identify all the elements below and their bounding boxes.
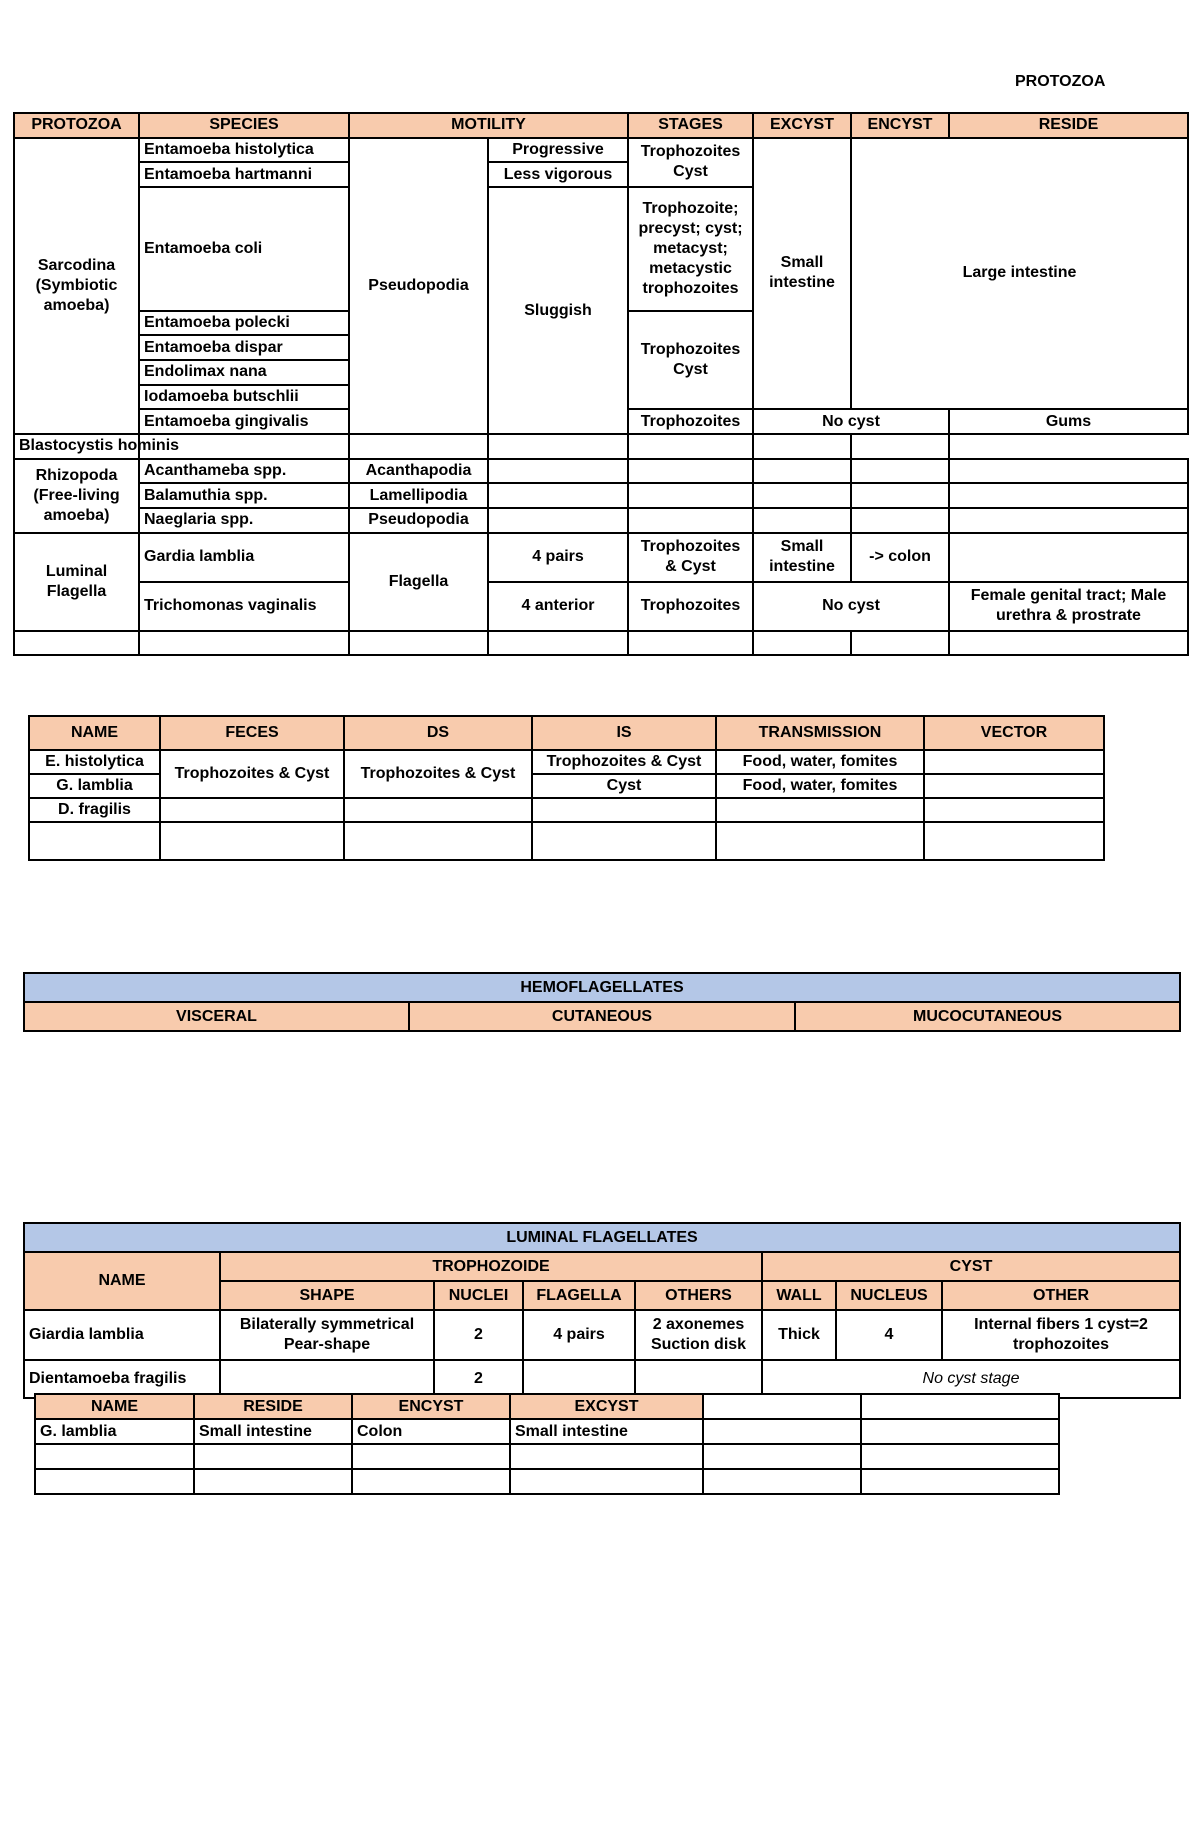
col-header-nucleus: NUCLEUS xyxy=(836,1281,942,1310)
col-header-is: IS xyxy=(532,716,716,750)
species-cell: Entamoeba gingivalis xyxy=(139,409,349,434)
name-cell: Giardia lamblia xyxy=(24,1310,220,1360)
no-cyst-stage-cell: No cyst stage xyxy=(762,1360,1180,1398)
empty-cell xyxy=(352,1444,510,1469)
vector-cell xyxy=(924,774,1104,798)
table-row xyxy=(35,1444,1059,1469)
species-cell: Entamoeba histolytica xyxy=(139,138,349,163)
nuclei-cell: 2 xyxy=(434,1360,523,1398)
empty-cell xyxy=(861,1469,1059,1494)
empty-cell xyxy=(510,1469,703,1494)
table-row xyxy=(14,582,1188,631)
table-title-row xyxy=(24,973,1180,1002)
empty-cell xyxy=(488,508,628,533)
is-cell: Cyst xyxy=(532,774,716,798)
col-header-species: SPECIES xyxy=(139,113,349,138)
col-header-blank xyxy=(703,1394,861,1419)
name-cell: E. histolytica xyxy=(29,750,160,774)
table-header-row xyxy=(29,716,1104,750)
species-cell: Entamoeba hartmanni xyxy=(139,162,349,187)
species-cell: Acanthameba spp. xyxy=(139,459,349,484)
table-row xyxy=(14,434,1188,459)
table-row xyxy=(35,1469,1059,1494)
table-title-row xyxy=(24,1223,1180,1252)
luminal-flagellates-title: LUMINAL FLAGELLATES xyxy=(24,1223,1180,1252)
flagella-cell: 4 pairs xyxy=(523,1310,635,1360)
col-header-motility: MOTILITY xyxy=(349,113,628,138)
empty-cell xyxy=(349,434,488,459)
excyst-cell: Small intestine xyxy=(510,1419,703,1444)
species-cell: Endolimax nana xyxy=(139,360,349,385)
table-row xyxy=(29,750,1104,774)
col-header-wall: WALL xyxy=(762,1281,836,1310)
cyst-cell: No cyst xyxy=(753,409,949,434)
stages-cell: Trophozoites Cyst xyxy=(628,311,753,410)
name-cell: D. fragilis xyxy=(29,798,160,822)
hemoflagellates-title: HEMOFLAGELLATES xyxy=(24,973,1180,1002)
is-cell: Trophozoites & Cyst xyxy=(532,750,716,774)
empty-cell xyxy=(139,631,349,656)
species-cell: Entamoeba dispar xyxy=(139,335,349,360)
other-cell: Internal fibers 1 cyst=2 trophozoites xyxy=(942,1310,1180,1360)
excyst-cell: Small intestine xyxy=(753,533,851,582)
col-header-flagella: FLAGELLA xyxy=(523,1281,635,1310)
empty-cell xyxy=(628,434,753,459)
others-cell: 2 axonemes Suction disk xyxy=(635,1310,762,1360)
empty-cell xyxy=(753,508,851,533)
empty-cell xyxy=(949,533,1188,582)
empty-cell xyxy=(703,1469,861,1494)
empty-cell xyxy=(753,434,851,459)
species-cell: Entamoeba coli xyxy=(139,187,349,310)
col-header-mucocutaneous: MUCOCUTANEOUS xyxy=(795,1002,1180,1031)
table-row xyxy=(35,1419,1059,1444)
empty-cell xyxy=(628,631,753,656)
empty-cell xyxy=(851,483,949,508)
page-title: PROTOZOA xyxy=(1015,73,1106,90)
col-header-feces: FECES xyxy=(160,716,344,750)
protozoa-table xyxy=(13,112,1189,656)
table-row xyxy=(14,533,1188,582)
encyst-cell: Colon xyxy=(352,1419,510,1444)
empty-cell xyxy=(716,798,924,822)
col-header-excyst: EXCYST xyxy=(510,1394,703,1419)
empty-cell xyxy=(861,1419,1059,1444)
col-header-stages: STAGES xyxy=(628,113,753,138)
group-sarcodina: Sarcodina (Symbiotic amoeba) xyxy=(14,138,139,434)
luminal-flagellates-table xyxy=(23,1222,1181,1399)
empty-cell xyxy=(35,1469,194,1494)
col-header-name: NAME xyxy=(24,1252,220,1310)
table-row xyxy=(14,508,1188,533)
table-row xyxy=(29,822,1104,860)
motility-detail-cell: 4 pairs xyxy=(488,533,628,582)
stages-cell: Trophozoites Cyst xyxy=(628,138,753,187)
transmission-cell: Food, water, fomites xyxy=(716,774,924,798)
species-cell: Iodamoeba butschlii xyxy=(139,385,349,410)
empty-cell xyxy=(194,1469,352,1494)
ds-cell: Trophozoites & Cyst xyxy=(344,750,532,798)
shape-cell: Bilaterally symmetrical Pear-shape xyxy=(220,1310,434,1360)
species-cell: Balamuthia spp. xyxy=(139,483,349,508)
empty-cell xyxy=(628,483,753,508)
empty-cell xyxy=(488,459,628,484)
name-cell: G. lamblia xyxy=(35,1419,194,1444)
species-cell: Blastocystis hominis xyxy=(14,434,139,459)
empty-cell xyxy=(628,508,753,533)
stages-cell: Trophozoites xyxy=(628,582,753,631)
motility-cell: Acanthapodia xyxy=(349,459,488,484)
table-row xyxy=(14,459,1188,484)
motility-detail-cell: Less vigorous xyxy=(488,162,628,187)
motility-cell: Lamellipodia xyxy=(349,483,488,508)
motility-cell: Flagella xyxy=(349,533,488,631)
col-header-transmission: TRANSMISSION xyxy=(716,716,924,750)
species-cell: Naeglaria spp. xyxy=(139,508,349,533)
table-row xyxy=(14,138,1188,163)
col-header-protozoa: PROTOZOA xyxy=(14,113,139,138)
empty-cell xyxy=(949,483,1188,508)
empty-cell xyxy=(160,822,344,860)
empty-cell xyxy=(861,1444,1059,1469)
reside-cell: Gums xyxy=(949,409,1188,434)
col-header-others: OTHERS xyxy=(635,1281,762,1310)
col-header-shape: SHAPE xyxy=(220,1281,434,1310)
empty-cell xyxy=(753,483,851,508)
col-header-nuclei: NUCLEI xyxy=(434,1281,523,1310)
col-header-cyst: CYST xyxy=(762,1252,1180,1281)
empty-cell xyxy=(716,822,924,860)
col-header-encyst: ENCYST xyxy=(851,113,949,138)
col-header-encyst: ENCYST xyxy=(352,1394,510,1419)
table-row xyxy=(14,631,1188,656)
col-header-vector: VECTOR xyxy=(924,716,1104,750)
motility-detail-cell: 4 anterior xyxy=(488,582,628,631)
empty-cell xyxy=(628,459,753,484)
empty-cell xyxy=(349,631,488,656)
reside-cell: Large intestine xyxy=(851,138,1188,410)
table-row xyxy=(24,1310,1180,1360)
empty-cell xyxy=(29,822,160,860)
col-header-reside: RESIDE xyxy=(949,113,1188,138)
table-header-row xyxy=(35,1394,1059,1419)
empty-cell xyxy=(851,631,949,656)
empty-cell xyxy=(851,459,949,484)
empty-cell xyxy=(949,631,1188,656)
nucleus-cell: 4 xyxy=(836,1310,942,1360)
motility-detail-cell: Sluggish xyxy=(488,187,628,434)
empty-cell xyxy=(532,822,716,860)
reside-cell: Small intestine xyxy=(194,1419,352,1444)
empty-cell xyxy=(851,508,949,533)
empty-cell xyxy=(14,631,139,656)
species-cell: Gardia lamblia xyxy=(139,533,349,582)
nuclei-cell: 2 xyxy=(434,1310,523,1360)
feces-cell: Trophozoites & Cyst xyxy=(160,750,344,798)
stages-cell: Trophozoite; precyst; cyst; metacyst; metacystic trophozoites xyxy=(628,187,753,310)
col-header-excyst: EXCYST xyxy=(753,113,851,138)
wall-cell: Thick xyxy=(762,1310,836,1360)
reside-table xyxy=(34,1393,1060,1495)
table-row xyxy=(14,483,1188,508)
vector-cell xyxy=(924,750,1104,774)
empty-cell xyxy=(488,631,628,656)
empty-cell xyxy=(949,459,1188,484)
motility-cell: Pseudopodia xyxy=(349,508,488,533)
empty-cell xyxy=(488,434,628,459)
stages-cell: Trophozoites & Cyst xyxy=(628,533,753,582)
empty-cell xyxy=(924,822,1104,860)
transmission-cell: Food, water, fomites xyxy=(716,750,924,774)
encyst-cell: -> colon xyxy=(851,533,949,582)
empty-cell xyxy=(532,798,716,822)
empty-cell xyxy=(753,459,851,484)
group-luminal: Luminal Flagella xyxy=(14,533,139,631)
empty-cell xyxy=(488,483,628,508)
empty-cell xyxy=(194,1444,352,1469)
table-header-row xyxy=(24,1002,1180,1031)
empty-cell xyxy=(352,1469,510,1494)
col-header-name: NAME xyxy=(35,1394,194,1419)
col-header-blank xyxy=(861,1394,1059,1419)
group-rhizopoda: Rhizopoda (Free-living amoeba) xyxy=(14,459,139,533)
species-cell: Trichomonas vaginalis xyxy=(139,582,349,631)
empty-cell xyxy=(344,798,532,822)
species-cell: Entamoeba polecki xyxy=(139,311,349,336)
empty-cell xyxy=(35,1444,194,1469)
empty-cell xyxy=(753,631,851,656)
table-header-row xyxy=(14,113,1188,138)
empty-cell xyxy=(851,434,949,459)
table-header-row xyxy=(24,1252,1180,1281)
col-header-trophozoide: TROPHOZOIDE xyxy=(220,1252,762,1281)
motility-cell: Pseudopodia xyxy=(349,138,488,434)
name-cell: Dientamoeba fragilis xyxy=(24,1360,220,1398)
table-row xyxy=(29,798,1104,822)
cyst-cell: No cyst xyxy=(753,582,949,631)
reside-cell: Female genital tract; Male urethra & prostrate xyxy=(949,582,1188,631)
col-header-visceral: VISCERAL xyxy=(24,1002,409,1031)
empty-cell xyxy=(344,822,532,860)
empty-cell xyxy=(703,1419,861,1444)
stages-cell: Trophozoites xyxy=(628,409,753,434)
empty-cell xyxy=(949,508,1188,533)
col-header-other: OTHER xyxy=(942,1281,1180,1310)
col-header-ds: DS xyxy=(344,716,532,750)
motility-detail-cell: Progressive xyxy=(488,138,628,163)
col-header-cutaneous: CUTANEOUS xyxy=(409,1002,795,1031)
empty-cell xyxy=(703,1444,861,1469)
empty-cell xyxy=(510,1444,703,1469)
name-cell: G. lamblia xyxy=(29,774,160,798)
empty-cell xyxy=(160,798,344,822)
col-header-name: NAME xyxy=(29,716,160,750)
empty-cell xyxy=(924,798,1104,822)
transmission-table xyxy=(28,715,1105,861)
col-header-reside: RESIDE xyxy=(194,1394,352,1419)
excyst-cell: Small intestine xyxy=(753,138,851,410)
hemoflagellates-table xyxy=(23,972,1181,1032)
